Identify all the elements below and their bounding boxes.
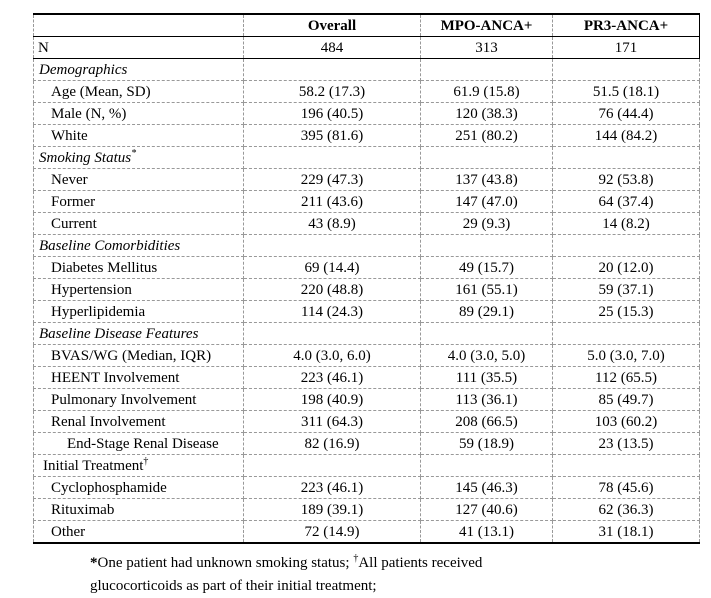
table-row (34, 279, 700, 301)
column-header-overall: Overall (244, 14, 421, 37)
row-value: 395 (81.6) (244, 125, 421, 147)
row-label: Male (N, %) (34, 103, 244, 125)
row-label: Initial Treatment† (34, 455, 244, 477)
table-row (34, 59, 700, 81)
row-value (421, 147, 553, 169)
row-value: 137 (43.8) (421, 169, 553, 191)
row-value: 41 (13.1) (421, 521, 553, 544)
row-value: 161 (55.1) (421, 279, 553, 301)
table-header (34, 14, 700, 37)
table-row (34, 169, 700, 191)
row-value: 114 (24.3) (244, 301, 421, 323)
row-value (553, 455, 700, 477)
row-value: 23 (13.5) (553, 433, 700, 455)
table-row (34, 345, 700, 367)
table-row (34, 323, 700, 345)
row-label: Baseline Disease Features (34, 323, 244, 345)
table-row (34, 499, 700, 521)
table-row (34, 37, 700, 59)
row-label: Cyclophosphamide (34, 477, 244, 499)
footnote (90, 552, 711, 598)
row-label-superscript: * (131, 147, 137, 159)
row-value (244, 235, 421, 257)
row-label: Never (34, 169, 244, 191)
footnote-line-2: glucocorticoids as part of their initial treatment; (90, 578, 377, 594)
row-value (244, 455, 421, 477)
row-value: 311 (64.3) (244, 411, 421, 433)
row-value: 43 (8.9) (244, 213, 421, 235)
row-value: 72 (14.9) (244, 521, 421, 544)
row-value: 4.0 (3.0, 5.0) (421, 345, 553, 367)
table-row (34, 521, 700, 544)
table-row (34, 235, 700, 257)
row-value: 113 (36.1) (421, 389, 553, 411)
row-value: 59 (18.9) (421, 433, 553, 455)
row-value: 59 (37.1) (553, 279, 700, 301)
row-value: 111 (35.5) (421, 367, 553, 389)
row-value: 208 (66.5) (421, 411, 553, 433)
row-value: 145 (46.3) (421, 477, 553, 499)
row-value (244, 59, 421, 81)
row-value: 82 (16.9) (244, 433, 421, 455)
row-value: 211 (43.6) (244, 191, 421, 213)
row-value: 5.0 (3.0, 7.0) (553, 345, 700, 367)
row-value: 112 (65.5) (553, 367, 700, 389)
row-value (553, 59, 700, 81)
row-value: 20 (12.0) (553, 257, 700, 279)
footnote-dagger-marker: † (353, 553, 359, 564)
table-row (34, 433, 700, 455)
row-value: 61.9 (15.8) (421, 81, 553, 103)
row-value: 69 (14.4) (244, 257, 421, 279)
row-value (421, 235, 553, 257)
row-value: 4.0 (3.0, 6.0) (244, 345, 421, 367)
row-value (421, 59, 553, 81)
row-label: Current (34, 213, 244, 235)
header-row (34, 14, 700, 37)
table-row (34, 411, 700, 433)
baseline-characteristics-table (33, 13, 700, 544)
row-value: 51.5 (18.1) (553, 81, 700, 103)
row-label: Hyperlipidemia (34, 301, 244, 323)
footnote-line-1 (90, 555, 482, 571)
row-label: Rituximab (34, 499, 244, 521)
footnote-text-treatment: All patients received (358, 555, 483, 571)
row-label: BVAS/WG (Median, IQR) (34, 345, 244, 367)
row-value: 223 (46.1) (244, 367, 421, 389)
column-header-pr3-anca: PR3-ANCA+ (553, 14, 700, 37)
header-spacer-cell (34, 14, 244, 37)
row-value: 223 (46.1) (244, 477, 421, 499)
table-row (34, 103, 700, 125)
table-row (34, 367, 700, 389)
row-value (553, 147, 700, 169)
table-row (34, 301, 700, 323)
row-value (553, 323, 700, 345)
row-value (244, 323, 421, 345)
table-row (34, 191, 700, 213)
row-label: Diabetes Mellitus (34, 257, 244, 279)
column-header-mpo-anca: MPO-ANCA+ (421, 14, 553, 37)
row-value: 229 (47.3) (244, 169, 421, 191)
table-row (34, 81, 700, 103)
row-label: Former (34, 191, 244, 213)
row-value: 171 (553, 37, 700, 59)
table-row (34, 147, 700, 169)
row-label: Renal Involvement (34, 411, 244, 433)
row-value: 14 (8.2) (553, 213, 700, 235)
table-row (34, 455, 700, 477)
row-label-superscript: † (143, 455, 149, 467)
row-value: 220 (48.8) (244, 279, 421, 301)
row-value (421, 455, 553, 477)
row-label: Other (34, 521, 244, 544)
row-value (553, 235, 700, 257)
row-label: N (34, 37, 244, 59)
row-label: Smoking Status* (34, 147, 244, 169)
row-value: 85 (49.7) (553, 389, 700, 411)
row-label: Hypertension (34, 279, 244, 301)
row-value: 89 (29.1) (421, 301, 553, 323)
row-label: Age (Mean, SD) (34, 81, 244, 103)
row-value: 62 (36.3) (553, 499, 700, 521)
row-value: 49 (15.7) (421, 257, 553, 279)
row-value: 64 (37.4) (553, 191, 700, 213)
row-value (421, 323, 553, 345)
table-row (34, 125, 700, 147)
row-value: 25 (15.3) (553, 301, 700, 323)
row-label: White (34, 125, 244, 147)
table-row (34, 477, 700, 499)
row-value: 147 (47.0) (421, 191, 553, 213)
row-value: 76 (44.4) (553, 103, 700, 125)
footnote-text-smoking: One patient had unknown smoking status; (97, 555, 354, 571)
row-value: 196 (40.5) (244, 103, 421, 125)
row-value: 103 (60.2) (553, 411, 700, 433)
row-value: 144 (84.2) (553, 125, 700, 147)
row-label: Pulmonary Involvement (34, 389, 244, 411)
row-label: Baseline Comorbidities (34, 235, 244, 257)
row-value: 78 (45.6) (553, 477, 700, 499)
row-value: 127 (40.6) (421, 499, 553, 521)
row-value: 189 (39.1) (244, 499, 421, 521)
row-value: 313 (421, 37, 553, 59)
row-value: 58.2 (17.3) (244, 81, 421, 103)
row-value: 198 (40.9) (244, 389, 421, 411)
row-value: 31 (18.1) (553, 521, 700, 544)
row-label: HEENT Involvement (34, 367, 244, 389)
row-label: End-Stage Renal Disease (34, 433, 244, 455)
row-label: Demographics (34, 59, 244, 81)
row-value: 120 (38.3) (421, 103, 553, 125)
table-row (34, 257, 700, 279)
table-row (34, 389, 700, 411)
row-value: 484 (244, 37, 421, 59)
row-value: 251 (80.2) (421, 125, 553, 147)
footnote-star-marker: * (90, 555, 98, 571)
table-body (34, 37, 700, 544)
table-row (34, 213, 700, 235)
row-value: 92 (53.8) (553, 169, 700, 191)
row-value: 29 (9.3) (421, 213, 553, 235)
row-value (244, 147, 421, 169)
